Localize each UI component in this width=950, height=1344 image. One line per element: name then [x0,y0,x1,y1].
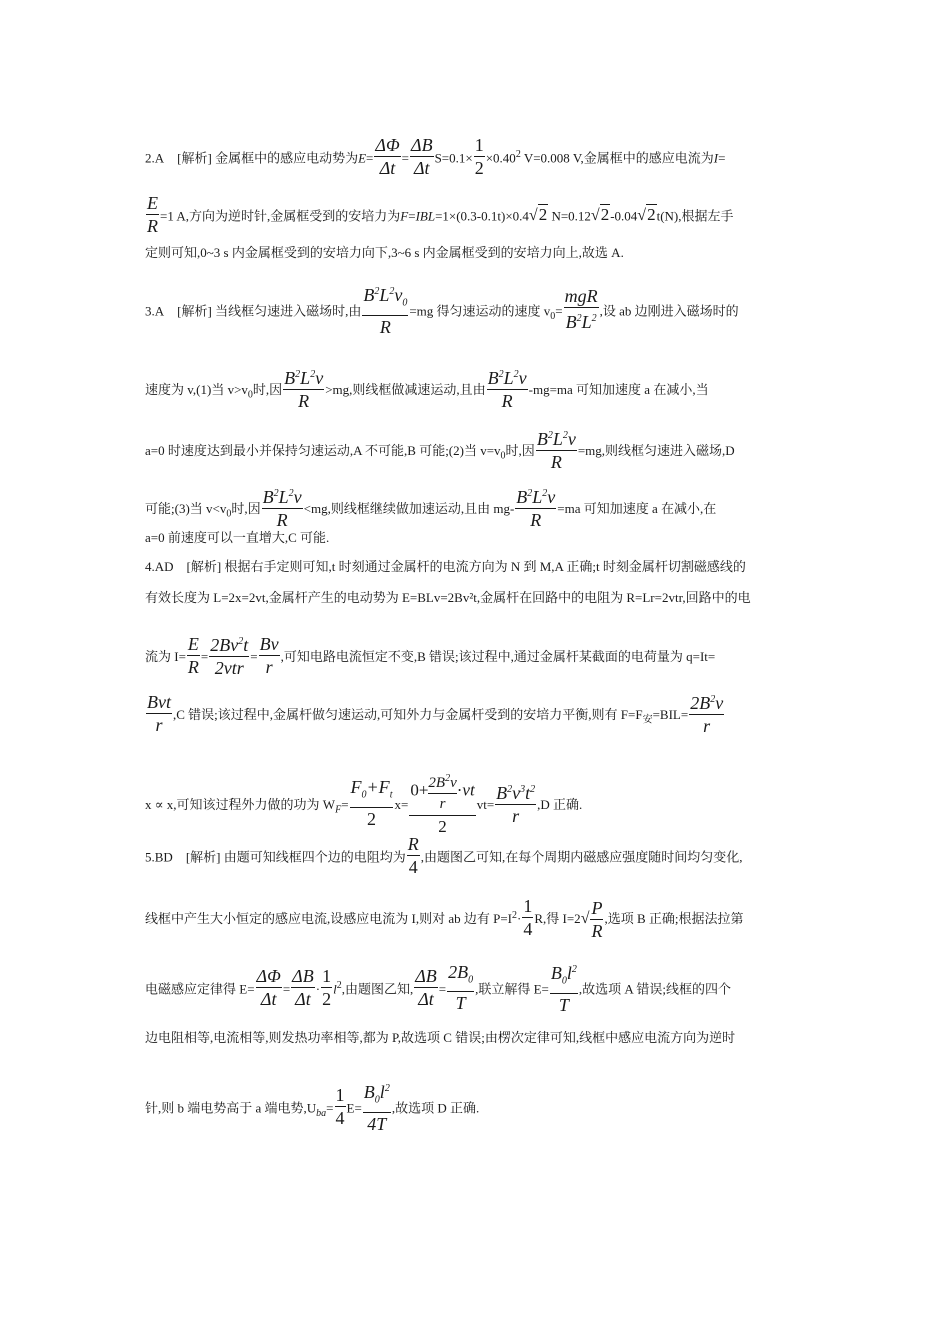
sqrt-2: √2 [528,205,548,225]
q5-text: 针,则 b 端电势高于 a 端电势,U [145,1100,317,1116]
q3-text: >mg,则线框做减速运动,且由 [325,381,486,397]
q5-line-5: 针,则 b 端电势高于 a 端电势$,U_{ba}=$ $\frac{1}{4}$ E= $\frac{B_0l^2}{4T}$ ,故选项 D 正确. [145,1082,805,1137]
q3-text: =ma 可知加速度 a 在减小,在 [557,500,717,516]
formula-2b0-t: $\frac{2B_0}{T}$ [448,961,474,1014]
q4-text: = [341,796,349,812]
q4-line-3: 流为 I= $\frac{E}{R}$ = $\frac{2Bv^2t}{\text{2vtr}}$ = $\frac{Bv}{r}$ ,可知电路电流恒定不变,B 错误;该过程中,通过金属杆某截面的电荷量为 q=It= [145,633,716,678]
formula-dphi-dt: $\frac{\Delta\Phi}{\Delta t}$ [375,135,400,178]
q5-text: 电磁感应定律得 E= [145,981,255,997]
q3-text: -mg=ma 可知加速度 a 在减小,当 [528,381,709,397]
q4-tag: 4.AD [145,559,174,574]
q2-text: =1×(0.3-0.1t)×0.4 [435,208,529,224]
q4-line-2: 有效长度为 L=2x=2vt,金属杆产生的电动势为 E=BLv=2Bv²t,金属杆在回路中的电阻为 R=Lr=2vtr,回路中的电 [145,590,751,605]
q4-line-4 [145,693,805,739]
formula-b2l2v-r: $\frac{B^2L^2v}{R}$ [262,484,303,530]
q3-line-1: 3.A [解析] 当线框匀速进入磁场时,由 $\frac{B^2L^2v_0}{R}$ =mg 得匀速运动的速度 $v_0=$ $\frac{\text{mgR}}{B^2L^2}$ ,设 ab 边刚进入磁场时的 [145,285,805,340]
q3-text: = [555,303,563,319]
q3-jiexi: [解析] [177,303,212,319]
q3-line-4: 可能;(3)当 $v<v_0$时,因 $\frac{B^2L^2v}{R}$ <mg,则线框继续做加速运动,且由 mg- $\frac{B^2L^2v}{R}$ =ma 可知加速度 a 在减小,在 [145,487,805,533]
q5-line-3: 电磁感应定律得 E= $\frac{\Delta\Phi}{\Delta t}$ = $\frac{\Delta B}{\Delta t}$ · $\frac{1}{2}$ $l^2$,由题图乙知, $\frac{\Delta B}{\Delta t}$ = $\frac{2B_0}{T}$ ,联立解得 E= $\frac{B_0l^2}{T}$ ,故选项 A 错误;线框的四个 [145,961,731,1015]
q5-text: = [326,1100,334,1116]
formula-e-over-r: $\frac{E}{R}$ [147,193,158,236]
q4-text: x ∝ x,可知该过程外力做的功为 W [145,796,336,812]
q5-text: ,选项 B 正确;根据法拉第 [604,911,744,927]
q3-text: =mg,则线框匀速进入磁场,D [577,442,735,458]
formula-quarter: $\frac{1}{4}$ [523,895,533,939]
q2-text: S=0.1× [434,150,473,166]
q5-line-2: 线框中产生大小恒定的感应电流,设感应电流为 I,则对 ab 边有 $P=I^2\cdot$ $\frac{1}{4}$ R,得 I=2√ $\frac{P}{R}$ ,选项 B 正确;根据法拉第 [145,895,744,941]
formula-b2v3t2-r: $\frac{B^2v^3t^2}{r}$ [495,780,536,826]
q3-text: <mg,则线框继续做加速运动,且由 mg- [303,500,515,516]
formula-db-dt: $\frac{\Delta B}{\Delta t}$ [415,965,437,1009]
formula-half: $\frac{1}{2}$ [474,135,484,178]
q5-jiexi: [解析] [185,849,221,865]
formula-quarter: $\frac{1}{4}$ [335,1084,345,1128]
formula-b2l2v-r: $\frac{B^2L^2v}{R}$ [283,365,324,411]
formula-bvt-r: $\frac{\text{Bvt}}{r}$ [147,691,171,735]
q2-text: t(N),根据左手 [656,208,734,224]
q3-line-2: 速度为 v,(1)当 $v>v_0$时,因 $\frac{B^2L^2v}{R}$ >mg,则线框做减速运动,且由 $\frac{B^2L^2v}{R}$ -mg=ma 可知加速度 a 在减小,当 [145,368,805,414]
q4-text: ,D 正确. [537,796,583,812]
q4-text: x= [394,796,409,812]
q4-jiexi: [解析] [186,559,222,574]
formula-b0l2-4t: $\frac{B_0l^2}{4T}$ [363,1079,391,1134]
formula-bv-r: $\frac{Bv}{r}$ [259,633,279,677]
q4-sub: 安 [642,714,653,726]
q3-line-3: a=0 时速度达到最小并保持匀速运动,A 不可能,B 可能;(2)当 $v=v_0$时,因 $\frac{B^2L^2v}{R}$ =mg,则线框匀速进入磁场,D [145,429,805,475]
formula-r-over-4: $\frac{R}{4}$ [407,834,419,877]
q5-text: ,故选项 A 错误;线框的四个 [578,981,731,997]
q4-text: 流为 I= [145,648,186,664]
q2-jiexi: [解析] [177,150,212,166]
q2-line-3: 定则可知,0~3 s 内金属框受到的安培力向下,3~6 s 内金属框受到的安培力向上,故选 A. [145,245,624,260]
q2-line-2: $\frac{E}{R}$ =1 A,方向为逆时针,金属框受到的安培力为F=IBL=1×(0.3-0.1t)×0.4√2 N=0.12√2-0.04√2t(N),根据左手 [147,193,734,236]
q3-text: 时,因 [231,500,261,516]
formula-b2l2v0-r: $\frac{B^2L^2v_0}{R}$ [362,282,408,337]
q5-line-1 [145,834,805,880]
q4-text: vt= [476,796,495,812]
q5-text: ,由题图乙知, [341,981,414,997]
formula-f0-ft-2: $\frac{F_0+F_t}{2}$ [350,777,393,829]
formula-b2l2v-r: $\frac{B^2L^2v}{R}$ [487,365,528,411]
q2-line-1: 2.A [解析] 金属框中的感应电动势为E= $\frac{\Delta\Phi}{\Delta t}$ = $\frac{\Delta B}{\Delta t}$ S=0.1× $\frac{1}{2}$ $\times 0.40^2$ V=0.008 V,金属框中的感应电流为I= [145,135,726,178]
formula-2bv2t-2vtr: $\frac{2Bv^2t}{\text{2vtr}}$ [209,632,249,678]
q3-text: =mg 得匀速运动的速度 v [409,303,551,319]
q2-text: 金属框中的感应电动势为 [215,150,359,166]
q3-text: ,设 ab 边刚进入磁场时的 [599,303,739,319]
formula-b0l2-t: $\frac{B_0l^2}{T}$ [550,960,578,1015]
q2-tag: 2.A [145,150,165,166]
q5-text: ,联立解得 E= [475,981,549,997]
q5-text: l [333,981,337,997]
formula-half: $\frac{1}{2}$ [322,965,332,1009]
formula-2b2v-r: $\frac{2B^2v}{r}$ [689,690,724,736]
q5-tag: 5.BD [145,849,173,865]
q3-text: a=0 时速度达到最小并保持匀速运动,A 不可能,B 可能;(2)当 v=v [145,442,501,458]
formula-db-dt: $\frac{\Delta B}{\Delta t}$ [292,965,314,1009]
q2-sup: 2 [515,149,521,161]
formula-mgr-b2l2: $\frac{\text{mgR}}{B^2L^2}$ [564,286,598,333]
q5-text: 线框中产生大小恒定的感应电流,设感应电流为 I,则对 ab 边有 P=I [145,911,512,927]
formula-db-dt: $\frac{\Delta B}{\Delta t}$ [411,135,433,178]
q5-text: E= [346,1100,362,1116]
q3-text: 当线框匀速进入磁场时,由 [215,303,362,319]
q3-text: 时,因 [252,381,283,397]
q4-text: ,C 错误;该过程中,金属杆做匀速运动,可知外力与金属杆受到的安培力平衡,则有 F=F [173,706,643,722]
q2-text: N=0.12 [548,208,591,224]
q3-text: 速度为 v,(1)当 v>v [145,381,248,397]
q2-text: ×0.40 [485,150,516,166]
q5-text: 由题可知线框四个边的电阻均为 [223,849,406,865]
formula-dphi-dt: $\frac{\Delta\Phi}{\Delta t}$ [256,965,281,1009]
formula-b2l2v-r: $\frac{B^2L^2v}{R}$ [536,426,577,472]
q3-text: 时,因 [505,442,535,458]
q5-line-4: 边电阻相等,电流相等,则发热功率相等,都为 P,故选项 C 错误;由楞次定律可知,线框中感应电流方向为逆时 [145,1030,736,1045]
formula-work-nested: 0+ $\frac{2B^2v}{r}$ ·vt 2 [409,769,475,837]
q4-text: 根据右手定则可知,t 时刻通过金属杆的电流方向为 N 到 M,A 正确;t 时刻金属杆切割磁感线的 [224,559,746,574]
formula-b2l2v-r: $\frac{B^2L^2v}{R}$ [515,484,556,530]
q5-text: ,故选项 D 正确. [391,1100,480,1116]
q3-tag: 3.A [145,303,165,319]
q5-text: R,得 I=2 [534,911,581,927]
q5-text: ,由题图乙可知,在每个周期内磁感应强度随时间均匀变化, [420,849,743,865]
q4-text: ,可知电路电流恒定不变,B 错误;该过程中,通过金属杆某截面的电荷量为 q=It= [280,648,716,664]
q4-line-1 [145,559,805,575]
q4-text: =BIL= [652,706,689,722]
q2-text: =1 A,方向为逆时针,金属框受到的安培力为 [160,208,401,224]
sqrt-2: √2 [590,205,610,225]
q3-line-5: a=0 前速度可以一直增大,C 可能. [145,530,330,545]
q4-line-5: x ∝ x,可知该过程外力做的功为 $W_F=$ $\frac{F_0+F_t}{2}$ x= 0+ $\frac{2B^2v}{r}$ ·vt 2 vt= $\frac{B^2v^3t^2}{r}$ ,D 正确. [145,772,805,840]
sqrt-2: √2 [637,205,656,225]
sqrt-p-over-r: √ $\frac{P}{R}$ [580,898,603,941]
formula-e-over-r: $\frac{E}{R}$ [187,633,199,677]
q2-text: V=0.008 V,金属框中的感应电流为 [520,150,714,166]
q2-text: -0.04 [610,208,638,224]
q3-text: 可能;(3)当 v<v [145,500,227,516]
